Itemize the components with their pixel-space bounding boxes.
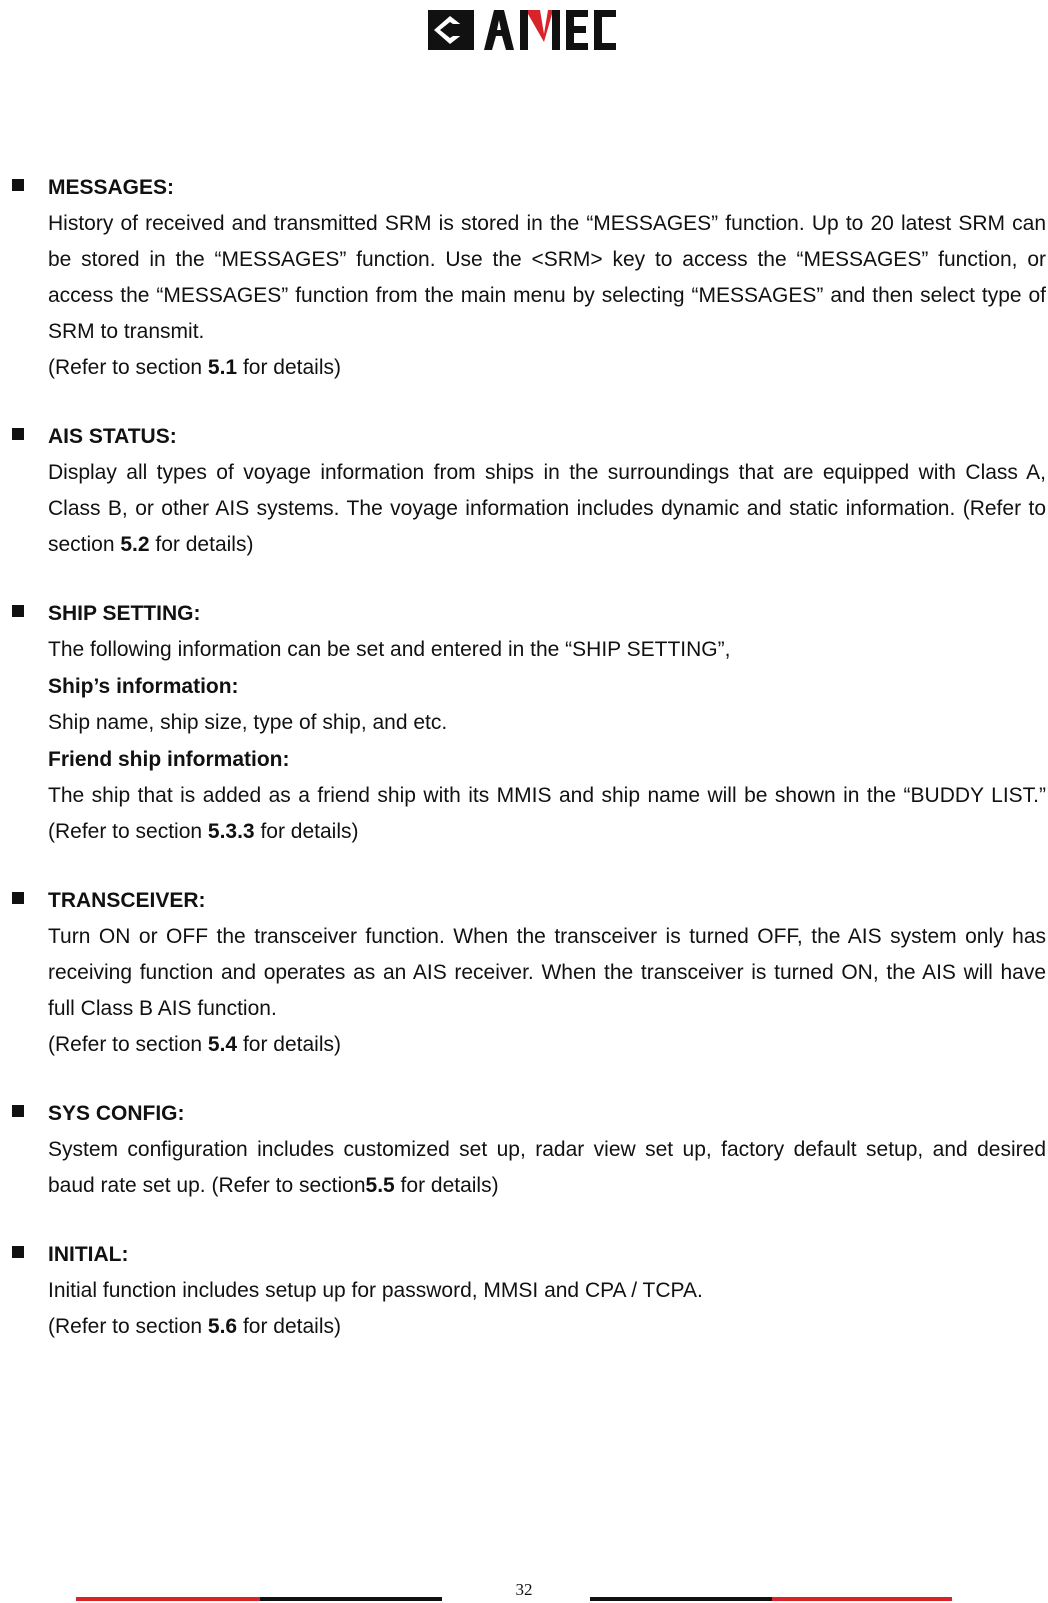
section-ais-status: [0, 419, 1048, 563]
section-messages: [0, 170, 1048, 386]
section-reference: (Refer to section 5.4 for details): [48, 1033, 341, 1056]
square-bullet-icon: [12, 1105, 24, 1117]
section-title: SHIP SETTING:: [48, 602, 201, 625]
section-ship-setting: [0, 596, 1048, 850]
section-body: Initial function includes setup up for password, MMSI and CPA / TCPA.: [48, 1279, 703, 1302]
page-number: 32: [515, 1580, 533, 1599]
section-title: TRANSCEIVER:: [48, 889, 206, 912]
section-body: The following information can be set and entered in the “SHIP SETTING”,: [48, 638, 731, 661]
section-body: History of received and transmitted SRM is stored in the “MESSAGES” function. Up to 20 latest SRM can be stored in the “MESSAGES” function. Use the <SRM> key to access the “MESSAGES” function, or access the “MESSAGES” function from the main menu by selecting “MESSAGES” and then select type of SRM to transmit.: [48, 212, 1046, 343]
subsection-body: The ship that is added as a friend ship with its MMIS and ship name will be shown in the “BUDDY LIST.” (Refer to section 5.3.3 for details): [48, 784, 1046, 843]
footer-bar-red-left: [76, 1597, 260, 1601]
section-body: Display all types of voyage information from ships in the surroundings that are equipped with Class A, Class B, or other AIS systems. The voyage information includes dynamic and static information. (Refer to section 5.2 for details): [48, 461, 1046, 556]
square-bullet-icon: [12, 428, 24, 440]
square-bullet-icon: [12, 605, 24, 617]
section-title: SYS CONFIG:: [48, 1102, 185, 1125]
section-initial: [0, 1237, 1048, 1345]
section-title: MESSAGES:: [48, 176, 175, 199]
section-title: INITIAL:: [48, 1243, 129, 1266]
section-transceiver: [0, 883, 1048, 1063]
subsection-title: Ship’s information:: [48, 675, 239, 698]
document-body: [0, 170, 1048, 1378]
square-bullet-icon: [12, 179, 24, 191]
square-bullet-icon: [12, 892, 24, 904]
section-title: AIS STATUS:: [48, 425, 177, 448]
section-reference: (Refer to section 5.1 for details): [48, 356, 341, 379]
subsection-title: Friend ship information:: [48, 748, 290, 771]
square-bullet-icon: [12, 1246, 24, 1258]
footer-bar-black-right: [590, 1597, 772, 1601]
footer-bar-red-right: [772, 1597, 952, 1601]
section-reference: (Refer to section 5.6 for details): [48, 1315, 341, 1338]
subsection-body: Ship name, ship size, type of ship, and etc.: [48, 711, 448, 734]
section-sys-config: [0, 1096, 1048, 1204]
section-body: Turn ON or OFF the transceiver function. When the transceiver is turned OFF, the AIS system only has receiving function and operates as an AIS receiver. When the transceiver is turned ON, the AIS will have full Class B AIS function.: [48, 925, 1046, 1020]
amec-logo: [428, 6, 618, 54]
section-body: System configuration includes customized set up, radar view set up, factory default setup, and desired baud rate set up. (Refer to section5.5 for details): [48, 1138, 1046, 1197]
footer-bar-black-left: [260, 1597, 442, 1601]
